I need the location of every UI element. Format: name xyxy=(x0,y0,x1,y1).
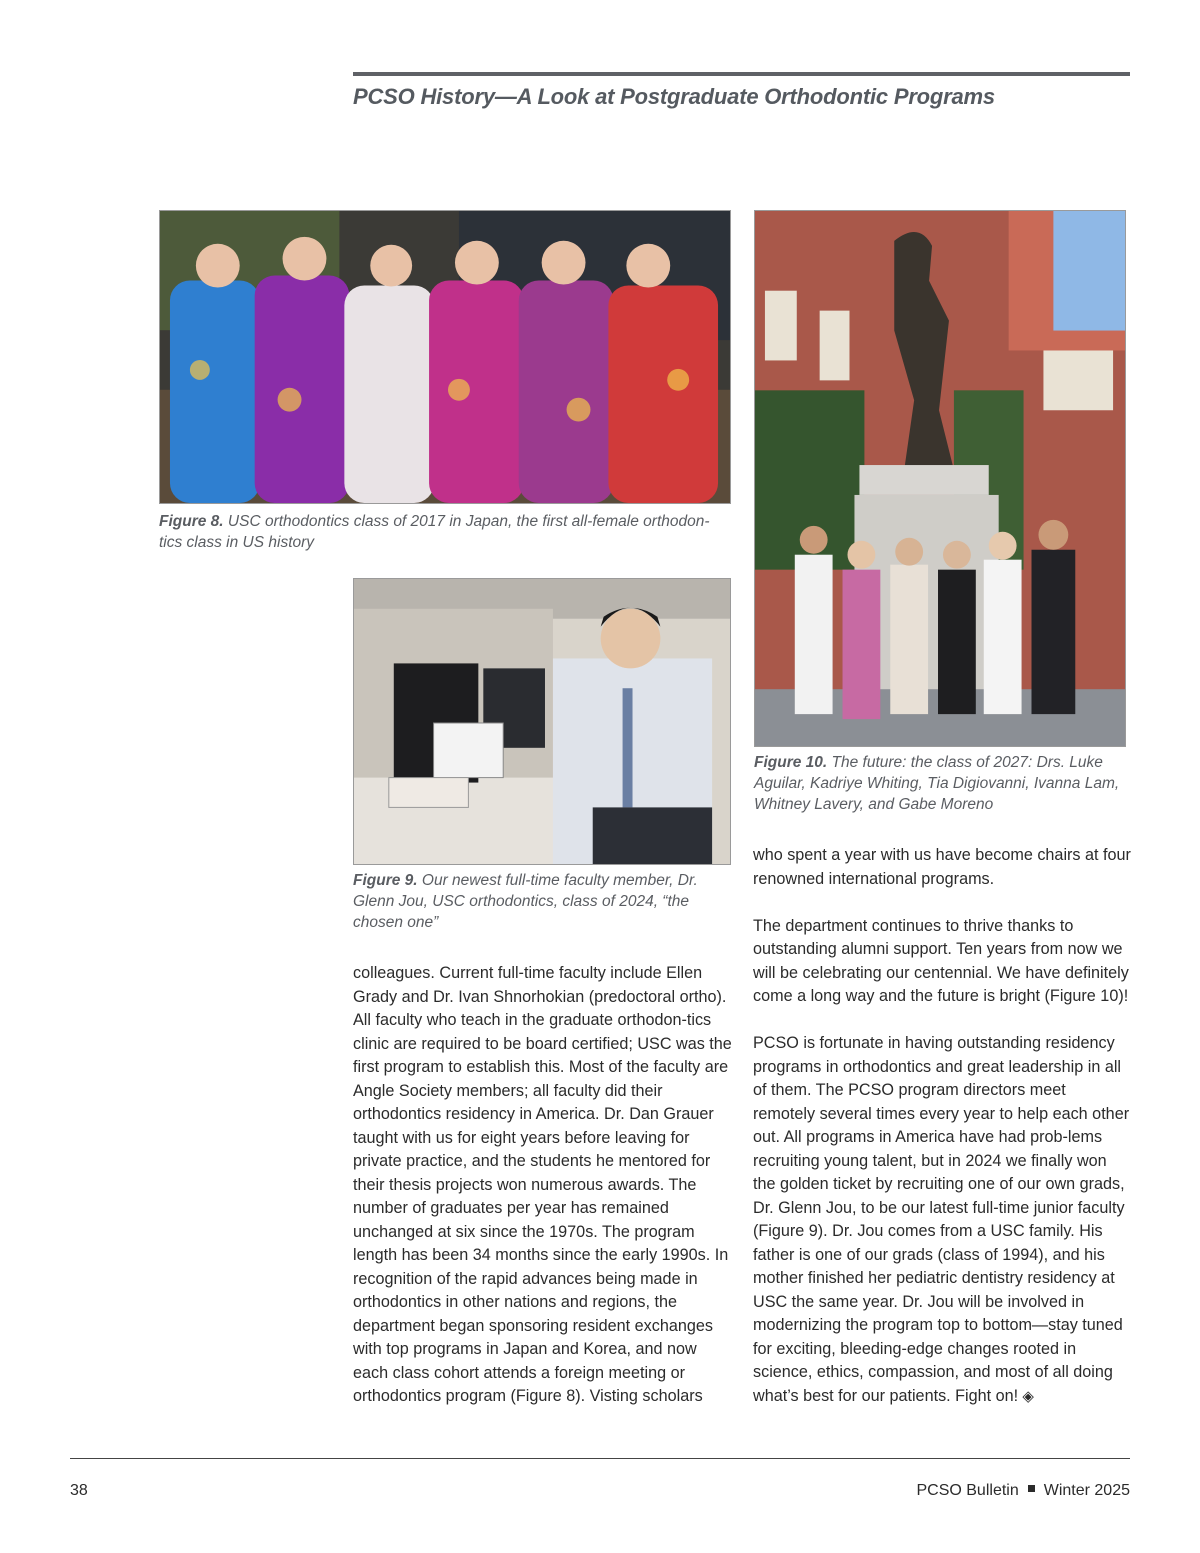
left-paragraph: colleagues. Current full-time faculty include Ellen Grady and Dr. Ivan Shnorhokian (predoctoral ortho). All faculty who teach in the graduate orthodon-tics clinic are required to be board certified; USC was the first program to establish this. Most of the faculty are Angle Society members; all faculty did their orthodontics residency in America. Dr. Dan Grauer taught with us for eight years before leaving for private practice, and the students he mentored for their thesis projects won numerous awards. The number of graduates per year has remained unchanged at six since the 1970s. The program length has been 34 months since the early 1990s. In recognition of the rapid advances being made in orthodontics in other nations and regions, the department began sponsoring resident exchanges with top programs in Japan and Korea, and now each class cohort attends a foreign meeting or orthodontics program (Figure 8). Visting scholars xyxy=(353,964,732,1405)
page-title: PCSO History—A Look at Postgraduate Orthodontic Programs xyxy=(353,84,995,109)
figure-8-label: Figure 8. xyxy=(159,513,224,530)
right-paragraph-1: who spent a year with us have become chairs at four renowned international programs. xyxy=(753,846,1131,888)
right-column-text xyxy=(753,844,1132,1408)
figure-9-caption xyxy=(353,870,723,933)
issue-date: Winter 2025 xyxy=(1043,1482,1130,1499)
figure-10-caption-text: The future: the class of 2027: Drs. Luke Aguilar, Kadriye Whiting, Tia Digiovanni, Ivanna Lam, Whitney Lavery, and Gabe Moreno xyxy=(754,754,1120,813)
figure-10-caption xyxy=(754,752,1122,815)
figure-10-photo xyxy=(754,210,1126,747)
figure-8-caption xyxy=(159,511,719,553)
figure-10-label: Figure 10. xyxy=(754,754,828,771)
footer-publication xyxy=(916,1482,1130,1500)
right-paragraph-3: PCSO is fortunate in having outstanding residency programs in orthodontics and great leadership in all of them. The PCSO program directors meet remotely several times every year to help each other out. All programs in America have had prob-lems recruiting young talent, but in 2024 we finally won the golden ticket by recruiting one of our own grads, Dr. Glenn Jou, to be our latest full-time junior faculty (Figure 9). Dr. Jou comes from a USC family. His father is one of our grads (class of 1994), and his mother finished her pediatric dentistry residency at USC the same year. Dr. Jou will be involved in modernizing the program top to bottom—stay tuned for exciting, bleeding-edge changes rooted in science, ethics, compassion, and most of all doing what’s best for our patients. Fight on! xyxy=(753,1034,1130,1405)
publication-name: PCSO Bulletin xyxy=(916,1482,1019,1499)
footer-rule xyxy=(70,1458,1130,1459)
separator-square-icon xyxy=(1028,1485,1035,1492)
figure-9-photo xyxy=(353,578,731,865)
end-mark-icon: ◈ xyxy=(1018,1387,1034,1405)
header-rule xyxy=(353,72,1130,76)
figure-8-photo xyxy=(159,210,731,504)
page-number: 38 xyxy=(70,1482,88,1499)
figure-8-caption-text: USC orthodontics class of 2017 in Japan, the first all-female orthodon-tics class in US history xyxy=(159,513,710,551)
right-paragraph-2: The department continues to thrive thanks to outstanding alumni support. Ten years from now we will be celebrating our centennial. We have definitely come a long way and the future is bright (Figure 10)! xyxy=(753,916,1129,1005)
left-column-text xyxy=(353,962,733,1409)
figure-9-caption-text: Our newest full-time faculty member, Dr. Glenn Jou, USC orthodontics, class of 2024, “the chosen one” xyxy=(353,872,698,931)
figure-9-label: Figure 9. xyxy=(353,872,418,889)
